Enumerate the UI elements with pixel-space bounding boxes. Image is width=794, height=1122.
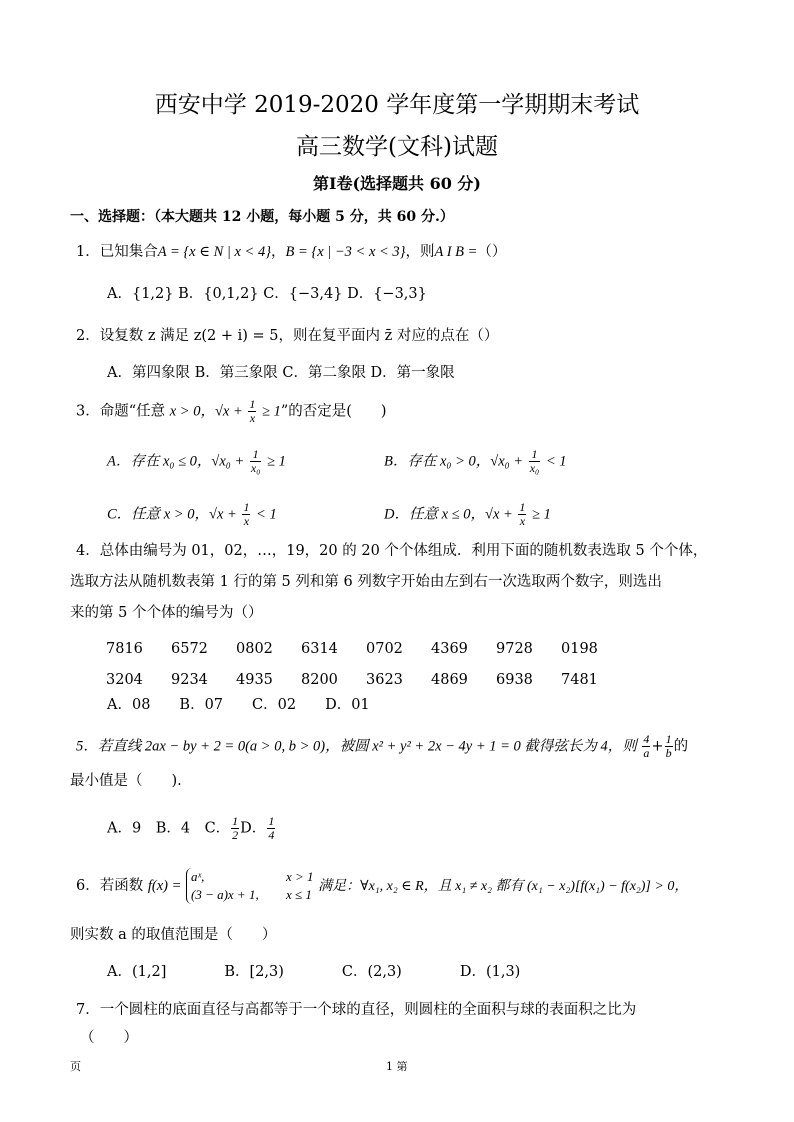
table-cell: 0802 <box>236 640 273 657</box>
table-cell: 7816 <box>106 640 143 657</box>
question-4-line-3: 来的第 5 个个体的编号为（） <box>70 605 263 621</box>
table-cell: 9234 <box>171 671 208 688</box>
table-cell: 4935 <box>236 671 273 688</box>
volume-heading: 第Ⅰ卷(选择题共 60 分) <box>312 174 482 193</box>
page-number: 1 第 <box>386 1060 408 1073</box>
table-cell: 8200 <box>301 671 338 688</box>
table-cell: 0198 <box>561 640 598 657</box>
question-4-line-2: 选取方法从随机数表第 1 行的第 5 列和第 6 列数字开始由左到右一次选取两个数字，则选出 <box>70 574 662 590</box>
question-1-stem: 1．已知集合A = {x ∈ N | x < 4}，B = {x | −3 < x < 3}，则A I B =（） <box>76 244 507 260</box>
question-7-tail: （ ） <box>80 1030 138 1046</box>
random-number-table <box>106 633 626 695</box>
question-3-option-d: D．任意 x ≤ 0，√x + $\frac{1}{x}$ ≥ 1 <box>384 500 551 528</box>
piecewise-brace: aˣ, x > 1 (3 − a)x + 1, x ≤ 1 <box>186 868 314 904</box>
table-cell: 6314 <box>301 640 338 657</box>
exam-title: 西安中学 2019-2020 学年度第一学期期末考试 <box>154 92 640 118</box>
footer-left: 页 <box>70 1060 81 1073</box>
question-3-option-c: C．任意 x > 0，√x + $\frac{1}{x}$ < 1 <box>107 500 277 528</box>
question-5-line-2: 最小值是（ ). <box>70 773 182 789</box>
table-cell: 4369 <box>431 640 468 657</box>
question-3-option-a: A．存在 x₀ ≤ 0，√x₀ + $\frac{1}{\text{x₀}}$ ≥ 1 <box>107 447 286 475</box>
table-cell: 3623 <box>366 671 403 688</box>
question-3-stem: 3．命题“任意 x > 0，√x + $\frac{1}{x}$ ≥ 1”的否定是( ) <box>76 397 387 425</box>
question-1-options: A．{1,2} B．{0,1,2} C．{−3,4} D．{−3,3} <box>107 286 427 302</box>
table-cell: 0702 <box>366 640 403 657</box>
section-heading: 一、选择题：（本大题共 12 小题，每小题 5 分，共 60 分.） <box>70 209 454 225</box>
table-cell: 6938 <box>496 671 533 688</box>
table-cell: 9728 <box>496 640 533 657</box>
table-cell: 3204 <box>106 671 143 688</box>
question-2-options: A．第四象限 B．第三象限 C．第二象限 D．第一象限 <box>107 365 455 381</box>
question-2-stem: 2．设复数 z 满足 z(2 + i) = 5，则在复平面内 z̄ 对应的点在（） <box>76 328 499 344</box>
table-row <box>106 664 626 695</box>
question-4-options: A．08 B．07 C．02 D．01 <box>107 697 370 713</box>
question-4-line-1: 4．总体由编号为 01，02，…，19，20 的 20 个个体组成．利用下面的随机数表选取 5 个个体， <box>76 543 708 559</box>
fraction: $\frac{1}{x}$ <box>249 397 256 425</box>
table-cell: 4869 <box>431 671 468 688</box>
question-5-stem: 5．若直线 2ax − by + 2 = 0(a > 0, b > 0)，被圆 x² + y² + 2x − 4y + 1 = 0 截得弦长为 4，则 $\frac{4}{a}$ + $\frac{1}{b}$ 的 <box>76 732 689 760</box>
question-3-option-b: B．存在 x₀ > 0，√x₀ + $\frac{1}{\text{x₀}}$ < 1 <box>384 447 567 475</box>
question-6-line-2: 则实数 a 的取值范围是（ ） <box>70 927 277 943</box>
table-row <box>106 633 626 664</box>
question-6-stem: 6．若函数 f(x) = aˣ, x > 1 (3 − a)x + 1, x ≤ 1 满足：∀x₁, x₂ ∈ R，且 x₁ ≠ x₂ 都有 (x₁ − x₂)[f(x₁) − f(x₂)] > 0， <box>76 869 689 902</box>
question-6-options: A．(1,2] B．[2,3) C．(2,3) D．(1,3) <box>107 964 521 980</box>
exam-subtitle: 高三数学(文科)试题 <box>296 134 498 160</box>
table-cell: 7481 <box>561 671 598 688</box>
table-cell: 6572 <box>171 640 208 657</box>
question-7-stem: 7．一个圆柱的底面直径与高都等于一个球的直径，则圆柱的全面积与球的表面积之比为 <box>76 1002 637 1018</box>
question-5-options: A．9 B．4 C． $\frac{1}{2}$ D． $\frac{1}{4}$ <box>107 814 275 842</box>
